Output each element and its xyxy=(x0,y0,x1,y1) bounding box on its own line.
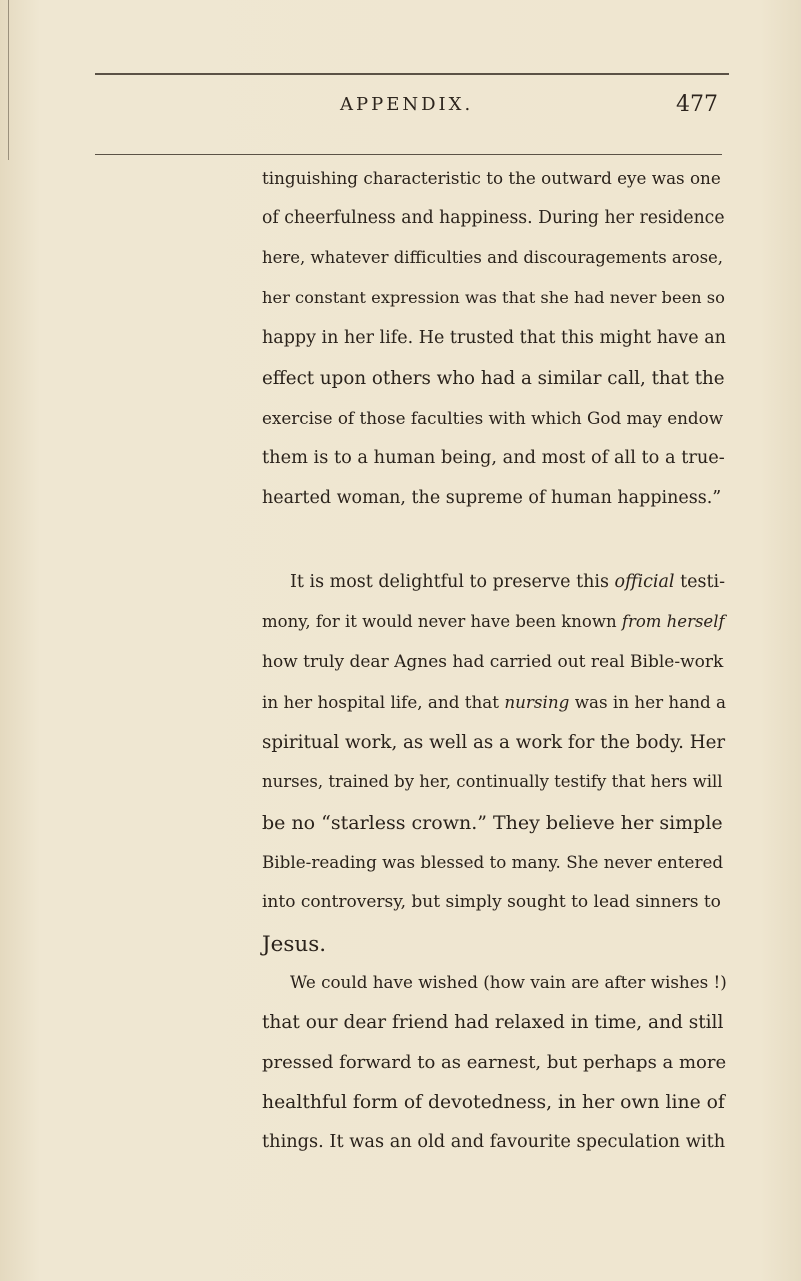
header-rule xyxy=(95,154,722,155)
page-number: 477 xyxy=(676,92,718,117)
text-line xyxy=(262,612,725,631)
text-line xyxy=(290,572,725,592)
text-line: nurses, trained by her, continually testify that hers will xyxy=(262,772,723,791)
text-line: them is to a human being, and most of all to a true- xyxy=(262,448,725,468)
text-line: healthful form of devotedness, in her own line of xyxy=(262,1092,725,1113)
text-line: here, whatever difficulties and discouragements arose, xyxy=(262,248,724,267)
running-header: APPENDIX. xyxy=(340,94,474,115)
top-rule xyxy=(95,73,729,75)
text-line: Bible-reading was blessed to many. She never entered xyxy=(262,852,724,872)
text-segment: was in her hand a xyxy=(574,692,727,712)
text-line: pressed forward to as earnest, but perhaps a more xyxy=(262,1052,727,1073)
text-line: spiritual work, as well as a work for the body. Her xyxy=(262,732,726,753)
text-line: things. It was an old and favourite speculation with xyxy=(262,1132,726,1152)
text-line: Jesus. xyxy=(262,932,327,957)
text-line: effect upon others who had a similar call, that the xyxy=(262,368,725,389)
text-line xyxy=(262,692,726,712)
text-segment: in her hospital life, and that xyxy=(262,692,499,712)
text-line: how truly dear Agnes had carried out real Bible-work xyxy=(262,652,724,672)
italic-text: official xyxy=(614,572,675,592)
italic-text: from herself xyxy=(621,612,725,631)
text-line: her constant expression was that she had never been so xyxy=(262,288,725,307)
text-line: hearted woman, the supreme of human happiness.” xyxy=(262,488,722,508)
text-line: of cheerfulness and happiness. During her residence xyxy=(262,208,725,228)
text-segment: mony, for it would never have been known xyxy=(262,612,617,631)
text-line: that our dear friend had relaxed in time, and still xyxy=(262,1012,724,1033)
text-segment: It is most delightful to preserve this xyxy=(290,572,609,592)
italic-text: nursing xyxy=(504,692,570,712)
page-gutter-edge xyxy=(8,0,9,160)
text-line: into controversy, but simply sought to lead sinners to xyxy=(262,892,721,912)
text-line: tinguishing characteristic to the outward eye was one xyxy=(262,168,721,188)
text-line: be no “starless crown.” They believe her simple xyxy=(262,812,723,834)
text-line: happy in her life. He trusted that this might have an xyxy=(262,328,726,348)
text-line: We could have wished (how vain are after wishes !) xyxy=(290,972,727,992)
text-line: exercise of those faculties with which God may endow xyxy=(262,408,724,428)
text-segment: testi- xyxy=(680,572,726,592)
